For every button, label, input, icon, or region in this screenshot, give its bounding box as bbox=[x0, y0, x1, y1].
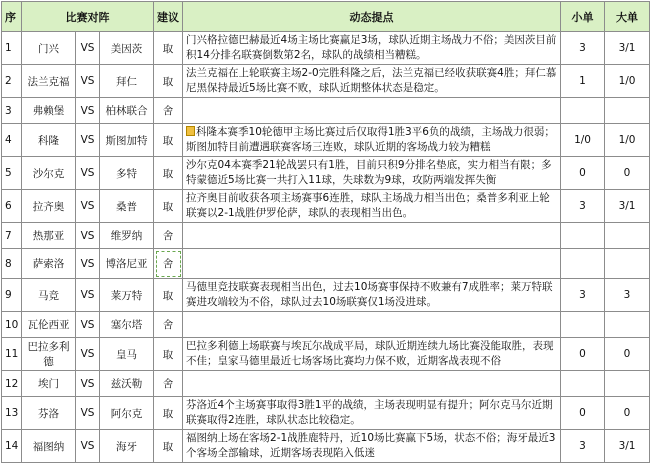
row-no: 11 bbox=[2, 338, 22, 371]
table-row bbox=[2, 430, 650, 463]
big-bet bbox=[605, 371, 650, 397]
vs-label: VS bbox=[76, 279, 100, 312]
big-bet: 0 bbox=[605, 157, 650, 190]
away-team: 拜仁 bbox=[100, 65, 154, 98]
small-bet: 3 bbox=[561, 279, 605, 312]
home-team: 福图纳 bbox=[22, 430, 76, 463]
suggestion: 舍 bbox=[154, 371, 183, 397]
away-team: 柏林联合 bbox=[100, 98, 154, 124]
away-team: 皇马 bbox=[100, 338, 154, 371]
vs-label: VS bbox=[76, 397, 100, 430]
home-team: 法兰克福 bbox=[22, 65, 76, 98]
header-small: 小单 bbox=[561, 2, 605, 32]
vs-label: VS bbox=[76, 157, 100, 190]
row-no: 2 bbox=[2, 65, 22, 98]
small-bet: 0 bbox=[561, 338, 605, 371]
match-news: 拉齐奥目前收获各项主场赛事6连胜，球队主场战力相当出色；桑普多利亚上轮联赛以2-1战胜伊罗伦萨，球队的表现相当出色。 bbox=[183, 190, 561, 223]
home-team: 瓦伦西亚 bbox=[22, 312, 76, 338]
match-news bbox=[183, 371, 561, 397]
row-no: 13 bbox=[2, 397, 22, 430]
header-suggest: 建议 bbox=[154, 2, 183, 32]
away-team: 莱万特 bbox=[100, 279, 154, 312]
vs-label: VS bbox=[76, 32, 100, 65]
big-bet: 1/0 bbox=[605, 65, 650, 98]
away-team: 桑普 bbox=[100, 190, 154, 223]
vs-label: VS bbox=[76, 65, 100, 98]
table-row bbox=[2, 223, 650, 249]
small-bet: 0 bbox=[561, 397, 605, 430]
big-bet: 3 bbox=[605, 279, 650, 312]
small-bet bbox=[561, 312, 605, 338]
big-bet: 0 bbox=[605, 397, 650, 430]
row-no: 1 bbox=[2, 32, 22, 65]
suggestion: 取 bbox=[154, 32, 183, 65]
match-news: 法兰克福在上轮联赛主场2-0完胜科隆之后，法兰克福已经收获联赛4胜；拜仁慕尼黑保持最近5场比赛不败，球队近期整体状态是稳定。 bbox=[183, 65, 561, 98]
row-no: 12 bbox=[2, 371, 22, 397]
big-bet bbox=[605, 312, 650, 338]
home-team: 芬洛 bbox=[22, 397, 76, 430]
row-no: 14 bbox=[2, 430, 22, 463]
table-row bbox=[2, 32, 650, 65]
table-row bbox=[2, 98, 650, 124]
table-row bbox=[2, 371, 650, 397]
big-bet: 3/1 bbox=[605, 32, 650, 65]
small-bet bbox=[561, 371, 605, 397]
match-news: 巴拉多利德上场联赛与埃瓦尔战成平局，球队近期连续九场比赛没能取胜，表现不佳；皇家马德里最近七场客场比赛均力保不败，近期客战表现不俗 bbox=[183, 338, 561, 371]
vs-label: VS bbox=[76, 338, 100, 371]
match-news: 芬洛近4个主场赛事取得3胜1平的战绩，主场表现明显有提升；阿尔克马尔近期联赛取得2连胜，球队状态比较稳定。 bbox=[183, 397, 561, 430]
vs-label: VS bbox=[76, 312, 100, 338]
suggestion: 舍 bbox=[154, 98, 183, 124]
match-news bbox=[183, 223, 561, 249]
home-team: 萨索洛 bbox=[22, 249, 76, 279]
row-no: 8 bbox=[2, 249, 22, 279]
home-team: 拉齐奥 bbox=[22, 190, 76, 223]
suggestion: 舍 bbox=[154, 312, 183, 338]
row-no: 6 bbox=[2, 190, 22, 223]
vs-label: VS bbox=[76, 430, 100, 463]
vs-label: VS bbox=[76, 190, 100, 223]
suggestion: 取 bbox=[154, 279, 183, 312]
small-bet bbox=[561, 223, 605, 249]
row-no: 9 bbox=[2, 279, 22, 312]
match-news-text: 科隆本赛季10轮德甲主场比赛过后仅取得1胜3平6负的战绩，主场战力很弱；斯图加特目前遭遇联赛客场三连败，球队近期的客场战力较为糟糕 bbox=[186, 126, 555, 153]
match-news bbox=[183, 312, 561, 338]
table-row bbox=[2, 65, 650, 98]
table-row bbox=[2, 338, 650, 371]
small-bet: 1/0 bbox=[561, 124, 605, 157]
home-team: 弗赖堡 bbox=[22, 98, 76, 124]
small-bet bbox=[561, 98, 605, 124]
small-bet: 3 bbox=[561, 32, 605, 65]
match-table bbox=[1, 1, 650, 463]
row-no: 4 bbox=[2, 124, 22, 157]
away-team: 斯图加特 bbox=[100, 124, 154, 157]
away-team: 美因茨 bbox=[100, 32, 154, 65]
match-news: 门兴格拉德巴赫最近4场主场比赛赢足3场，球队近期主场战力不俗；美因茨目前积14分排名联赛倒数第2名，球队的战绩相当糟糕。 bbox=[183, 32, 561, 65]
big-bet: 1/0 bbox=[605, 124, 650, 157]
vs-label: VS bbox=[76, 249, 100, 279]
table-row bbox=[2, 397, 650, 430]
match-news bbox=[183, 124, 561, 157]
suggestion: 取 bbox=[154, 65, 183, 98]
big-bet: 3/1 bbox=[605, 190, 650, 223]
table-row bbox=[2, 249, 650, 279]
big-bet bbox=[605, 249, 650, 279]
suggestion: 取 bbox=[154, 124, 183, 157]
table-row bbox=[2, 157, 650, 190]
match-news: 福图纳上场在客场2-1战胜鹿特丹，近10场比赛赢下5场，状态不俗；海牙最近3个客场全部输球，近期客场表现陷入低迷 bbox=[183, 430, 561, 463]
big-bet bbox=[605, 223, 650, 249]
home-team: 巴拉多利德 bbox=[22, 338, 76, 371]
suggestion: 取 bbox=[154, 338, 183, 371]
header-match: 比赛对阵 bbox=[22, 2, 154, 32]
header-no: 序 bbox=[2, 2, 22, 32]
match-news: 沙尔克04本赛季21轮战罢只有1胜，目前只积9分排名垫底，实力相当有限；多特蒙德近5场比赛一共打入11球，失球数为9球，攻防两端发挥失衡 bbox=[183, 157, 561, 190]
match-news bbox=[183, 249, 561, 279]
small-bet: 1 bbox=[561, 65, 605, 98]
match-news bbox=[183, 98, 561, 124]
table-row bbox=[2, 190, 650, 223]
small-bet: 3 bbox=[561, 190, 605, 223]
vs-label: VS bbox=[76, 223, 100, 249]
small-bet: 0 bbox=[561, 157, 605, 190]
away-team: 海牙 bbox=[100, 430, 154, 463]
home-team: 热那亚 bbox=[22, 223, 76, 249]
row-no: 10 bbox=[2, 312, 22, 338]
suggestion: 取 bbox=[154, 397, 183, 430]
away-team: 多特 bbox=[100, 157, 154, 190]
away-team: 兹沃勒 bbox=[100, 371, 154, 397]
big-bet: 0 bbox=[605, 338, 650, 371]
home-team: 沙尔克 bbox=[22, 157, 76, 190]
big-bet bbox=[605, 98, 650, 124]
row-no: 3 bbox=[2, 98, 22, 124]
suggestion: 舍 bbox=[154, 223, 183, 249]
header-row bbox=[2, 2, 650, 32]
table-row bbox=[2, 312, 650, 338]
vs-label: VS bbox=[76, 98, 100, 124]
away-team: 塞尔塔 bbox=[100, 312, 154, 338]
home-team: 门兴 bbox=[22, 32, 76, 65]
home-team: 埃门 bbox=[22, 371, 76, 397]
match-news: 马德里竞技联赛表现相当出色，过去10场赛事保持不败兼有7成胜率；莱万特联赛进攻端较为不俗，球队过去10场联赛仅1场没进球。 bbox=[183, 279, 561, 312]
row-no: 5 bbox=[2, 157, 22, 190]
suggestion: 取 bbox=[154, 190, 183, 223]
suggestion-selected-cell[interactable]: 舍 bbox=[154, 249, 183, 279]
away-team: 阿尔克 bbox=[100, 397, 154, 430]
away-team: 维罗纳 bbox=[100, 223, 154, 249]
header-big: 大单 bbox=[605, 2, 650, 32]
vs-label: VS bbox=[76, 371, 100, 397]
suggestion: 取 bbox=[154, 430, 183, 463]
row-no: 7 bbox=[2, 223, 22, 249]
small-bet bbox=[561, 249, 605, 279]
home-team: 马竞 bbox=[22, 279, 76, 312]
small-bet: 3 bbox=[561, 430, 605, 463]
comment-marker-icon[interactable] bbox=[186, 126, 195, 136]
away-team: 博洛尼亚 bbox=[100, 249, 154, 279]
vs-label: VS bbox=[76, 124, 100, 157]
suggestion: 取 bbox=[154, 157, 183, 190]
big-bet: 3/1 bbox=[605, 430, 650, 463]
home-team: 科隆 bbox=[22, 124, 76, 157]
header-news: 动态提点 bbox=[183, 2, 561, 32]
table-row bbox=[2, 124, 650, 157]
table-row bbox=[2, 279, 650, 312]
